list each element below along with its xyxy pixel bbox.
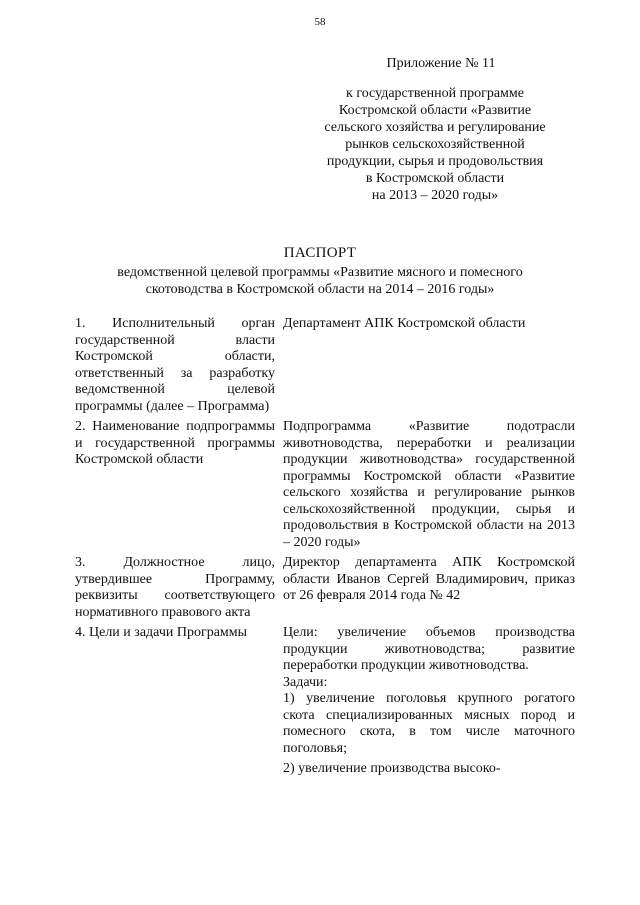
field-value: Директор департамента АПК Костромской области Иванов Сергей Владимирович, приказ от 26 февраля 2014 года № 42 <box>283 555 575 603</box>
field-row-goals-tasks <box>75 625 575 778</box>
appendix-line: на 2013 – 2020 годы» <box>371 188 499 203</box>
field-row-subprogram-name <box>75 419 575 551</box>
field-row-approving-official <box>75 555 575 621</box>
appendix-line: рынков сельскохозяйственной <box>345 137 525 152</box>
field-value: Департамент АПК Костромской области <box>283 316 526 331</box>
field-label: 2. Наименование подпрограммы и государственной программы Костромской области <box>75 419 275 467</box>
passport-heading <box>60 245 580 298</box>
passport-title: ПАСПОРТ <box>283 245 357 261</box>
passport-fields <box>75 316 575 782</box>
appendix-line: Костромской области «Развитие <box>338 103 532 118</box>
passport-subtitle-line: ведомственной целевой программы «Развитие мясного и помесного <box>117 265 523 280</box>
appendix-line: сельского хозяйства и регулирование <box>324 120 546 135</box>
field-label: 4. Цели и задачи Программы <box>75 625 248 640</box>
task-item: 2) увеличение производства высоко- <box>283 761 501 776</box>
field-value: Подпрограмма «Развитие подотрасли животноводства, переработки и реализации продукции животноводства» государственной программы Костромской области «Развитие сельского хозяйства и регулирование рынков сельскохозяйственной продукции, сырья и продовольствия в Костромской области на 2013 – 2020 годы» <box>283 419 575 550</box>
goals-text: Цели: увеличение объемов производства продукции животноводства; развитие переработки продукции животноводства. <box>283 625 575 673</box>
passport-subtitle-line: скотоводства в Костромской области на 2014 – 2016 годы» <box>145 282 495 297</box>
field-label: 1. Исполнительный орган государственной власти Костромской области, ответственный за разработку ведомственной целевой программы (далее – Программа) <box>75 316 275 414</box>
tasks-heading: Задачи: <box>283 674 328 690</box>
appendix-title: Приложение № 11 <box>386 56 496 71</box>
appendix-header <box>300 55 570 204</box>
field-label: 3. Должностное лицо, утвердившее Программу, реквизиты соответствующего нормативного правового акта <box>75 555 275 620</box>
task-item: 1) увеличение поголовья крупного рогатого скота специализированных мясных пород и помесного скота, в том числе маточного поголовья; <box>283 691 575 756</box>
appendix-line: продукции, сырья и продовольствия <box>326 154 544 169</box>
field-value <box>283 625 575 778</box>
page-number: 58 <box>314 16 326 28</box>
appendix-line: в Костромской области <box>365 171 505 186</box>
field-row-executive-body <box>75 316 575 415</box>
appendix-line: к государственной программе <box>346 86 524 101</box>
